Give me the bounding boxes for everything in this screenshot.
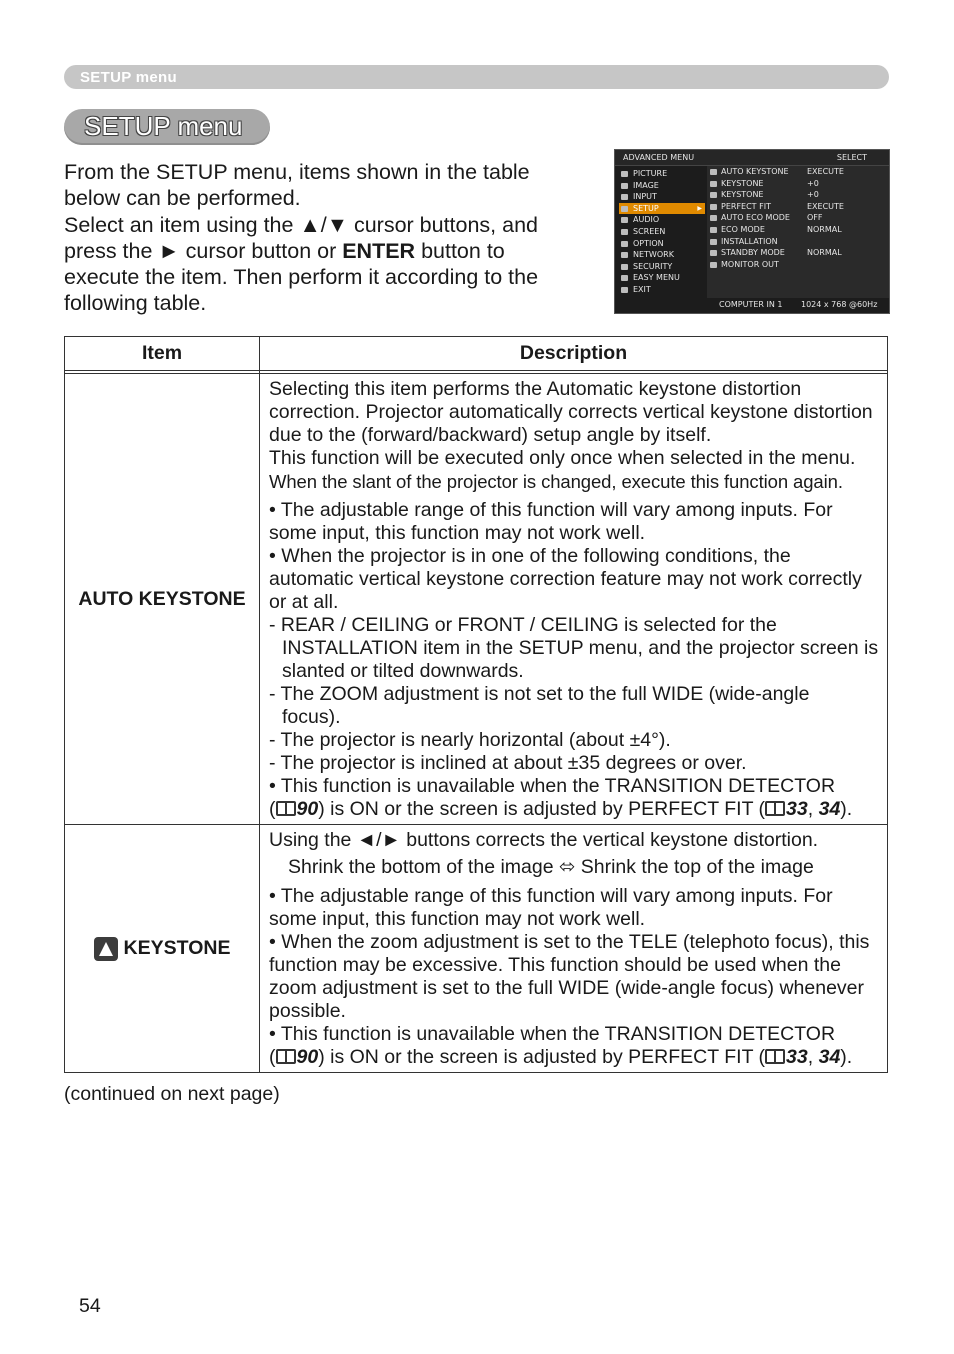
menu-item-icon [621, 183, 628, 189]
desc-text: When the slant of the projector is changed, execute this function again. [269, 471, 843, 492]
desc-text: This function will be executed only once when selected in the menu. [269, 447, 856, 469]
menu-left-item-label: AUDIO [633, 215, 660, 225]
desc-condition: - The projector is nearly horizontal (about ±4°). [269, 729, 671, 751]
continued-note: (continued on next page) [64, 1083, 280, 1105]
page-reference-link[interactable]: 34 [818, 1046, 841, 1068]
section-header-bar [64, 65, 889, 89]
menu-left-item-label: SECURITY [633, 261, 673, 271]
menu-item-icon [621, 171, 628, 177]
menu-left-item-label: INPUT [633, 192, 657, 202]
menu-item-icon [621, 287, 628, 293]
menu-input-name: COMPUTER IN 1 [719, 300, 783, 309]
desc-reference-line [269, 1046, 879, 1069]
desc-bullet: • This function is unavailable when the TRANSITION DETECTOR [269, 1023, 836, 1045]
menu-right-item-label: KEYSTONE [721, 190, 764, 200]
menu-right-item [707, 166, 889, 178]
desc-reference-line [269, 798, 879, 821]
menu-right-item-label: INSTALLATION [721, 236, 778, 246]
menu-right-item-value: OFF [807, 213, 823, 223]
intro-line-1: From the SETUP menu, items shown in the table below can be performed. [64, 160, 530, 211]
menu-right-item [707, 236, 889, 248]
menu-right-item-label: STANDBY MODE [721, 248, 785, 258]
desc-auto-keystone [260, 374, 888, 825]
menu-left-item-label: IMAGE [633, 180, 659, 190]
menu-left-item [619, 284, 705, 296]
col-header-description: Description [260, 337, 888, 371]
menu-right-item-label: AUTO ECO MODE [721, 213, 790, 223]
menu-item-icon [710, 204, 717, 210]
ref-text: , [807, 1046, 819, 1068]
table-row [65, 825, 888, 1073]
menu-signal: 1024 x 768 @60Hz [801, 300, 878, 309]
menu-left-item [619, 261, 705, 273]
intro-line-2-b: button to execute the item. Then perform it according to the following table. [64, 238, 539, 316]
page-reference-link[interactable]: 33 [786, 798, 808, 820]
menu-left-item [619, 226, 705, 238]
ref-text: , [807, 798, 819, 820]
menu-item-icon [710, 215, 717, 221]
menu-right-item-value: NORMAL [807, 248, 842, 258]
page-number: 54 [79, 1295, 101, 1317]
menu-left-item-label: SCREEN [633, 226, 666, 236]
page-reference-link[interactable]: 34 [818, 798, 841, 820]
menu-item-icon [621, 275, 628, 281]
menu-right-item [707, 247, 889, 259]
item-keystone-label: KEYSTONE [123, 936, 231, 959]
menu-left-item-label: PICTURE [633, 169, 668, 178]
menu-item-icon [621, 229, 628, 235]
menu-select-hint: SELECT [836, 153, 867, 162]
ref-text: ) is ON or the screen is adjusted by PERFECT FIT ( [318, 798, 766, 820]
desc-condition-cont: INSTALLATION item in the SETUP menu, and the projector screen is slanted or tilted downwards. [282, 637, 879, 682]
menu-left-item [619, 272, 705, 284]
desc-bullet: • When the projector is in one of the following conditions, the automatic vertical keystone correction feature may not work correctly or at all. [269, 545, 862, 613]
menu-item-icon [710, 192, 717, 198]
menu-left-item [619, 238, 705, 250]
table-row [65, 374, 888, 825]
keystone-icon [94, 937, 118, 961]
desc-text: Using the ◄/► buttons corrects the vertical keystone distortion. [269, 829, 819, 851]
menu-right-list [707, 166, 889, 298]
menu-item-icon [710, 250, 717, 256]
menu-right-item-value: EXECUTE [807, 167, 844, 176]
menu-right-item-label: ECO MODE [721, 224, 765, 234]
desc-text: Selecting this item performs the Automatic keystone distortion correction. Projector automatically corrects vertical keystone distortion due to the (forward/backward) setup angle by itself. [269, 378, 873, 446]
menu-title-bar [615, 150, 889, 166]
menu-item-icon [710, 169, 717, 175]
desc-bullet: • When the zoom adjustment is set to the TELE (telephoto focus), this function may be excessive. This function should be used when the zoom adjustment is set to the full WIDE (wide-angle focus) whenever possible. [269, 931, 870, 1022]
menu-left-item [619, 214, 705, 226]
menu-left-item [619, 191, 705, 203]
item-keystone [65, 825, 260, 1073]
menu-left-item-label: SETUP [633, 203, 659, 213]
ref-text: ) is ON or the screen is adjusted by PERFECT FIT ( [318, 1046, 766, 1068]
book-icon [765, 1049, 785, 1064]
menu-item-icon [621, 252, 628, 258]
menu-right-item-value: +0 [807, 178, 819, 188]
menu-item-icon [710, 262, 717, 268]
menu-right-item [707, 259, 889, 271]
menu-left-item-label: NETWORK [633, 250, 674, 260]
enter-keyword: ENTER [342, 238, 416, 263]
menu-right-item [707, 189, 889, 201]
intro-text [64, 159, 584, 317]
menu-item-icon [621, 217, 628, 223]
book-icon [765, 801, 785, 816]
menu-left-item [619, 203, 705, 215]
menu-right-item-value: NORMAL [807, 224, 842, 234]
menu-right-item-value: +0 [807, 190, 819, 200]
desc-condition: - The ZOOM adjustment is not set to the full WIDE (wide-angle [269, 683, 810, 705]
item-auto-keystone: AUTO KEYSTONE [65, 374, 260, 825]
setup-menu-screenshot [614, 149, 890, 314]
menu-left-item-label: OPTION [633, 238, 664, 248]
table-header-row [65, 337, 888, 371]
desc-bullet: • This function is unavailable when the TRANSITION DETECTOR [269, 775, 836, 797]
menu-title: ADVANCED MENU [623, 153, 695, 162]
menu-item-icon [621, 206, 628, 212]
intro-line-2-a: Select an item using the ▲/▼ cursor buttons, and press the ► cursor button or [64, 212, 538, 263]
desc-condition: - The projector is inclined at about ±35 degrees or over. [269, 752, 747, 774]
desc-condition-cont: focus). [282, 706, 341, 728]
desc-direction-text: Shrink the bottom of the image ⬄ Shrink the top of the image [288, 856, 814, 878]
menu-left-item [619, 180, 705, 192]
menu-item-icon [621, 264, 628, 270]
desc-bullet: • The adjustable range of this function will vary among inputs. For some input, this function may not work well. [269, 499, 833, 544]
page-reference-link[interactable]: 90 [296, 1046, 319, 1068]
col-header-item: Item [65, 337, 260, 371]
book-icon [276, 1049, 296, 1064]
intro-line-2 [64, 212, 584, 317]
desc-condition: - REAR / CEILING or FRONT / CEILING is selected for the [269, 614, 777, 636]
menu-left-item [619, 249, 705, 261]
section-header-label: SETUP menu [80, 69, 177, 86]
ref-text: ). [840, 798, 853, 820]
menu-left-item [619, 168, 705, 180]
book-icon [276, 801, 296, 816]
page-title: SETUP menu [84, 111, 243, 141]
menu-right-item-label: KEYSTONE [721, 178, 764, 188]
page-reference-link[interactable]: 33 [786, 1046, 808, 1068]
menu-left-item-label: EXIT [633, 284, 651, 294]
menu-status-bar [707, 298, 889, 313]
page-reference-link[interactable]: 90 [296, 798, 319, 820]
menu-left-item-label: EASY MENU [633, 273, 680, 283]
menu-right-item [707, 224, 889, 236]
menu-item-icon [621, 241, 628, 247]
desc-keystone [260, 825, 888, 1073]
menu-item-icon [710, 181, 717, 187]
menu-right-item [707, 178, 889, 190]
menu-right-item-label: MONITOR OUT [721, 259, 779, 269]
menu-right-item [707, 201, 889, 213]
menu-left-list [619, 168, 705, 296]
menu-item-icon [710, 227, 717, 233]
setup-menu-table [64, 336, 888, 1073]
menu-item-icon [621, 194, 628, 200]
desc-bullet: • The adjustable range of this function will vary among inputs. For some input, this function may not work well. [269, 885, 833, 930]
menu-right-item-value: EXECUTE [807, 201, 844, 211]
ref-text: ). [840, 1046, 853, 1068]
menu-right-item-label: PERFECT FIT [721, 201, 771, 211]
menu-right-item-label: AUTO KEYSTONE [721, 167, 789, 176]
page-title-pill [64, 109, 270, 145]
menu-item-icon [710, 239, 717, 245]
ref-text: ( [269, 1046, 276, 1068]
menu-right-item [707, 212, 889, 224]
ref-text: ( [269, 798, 276, 820]
